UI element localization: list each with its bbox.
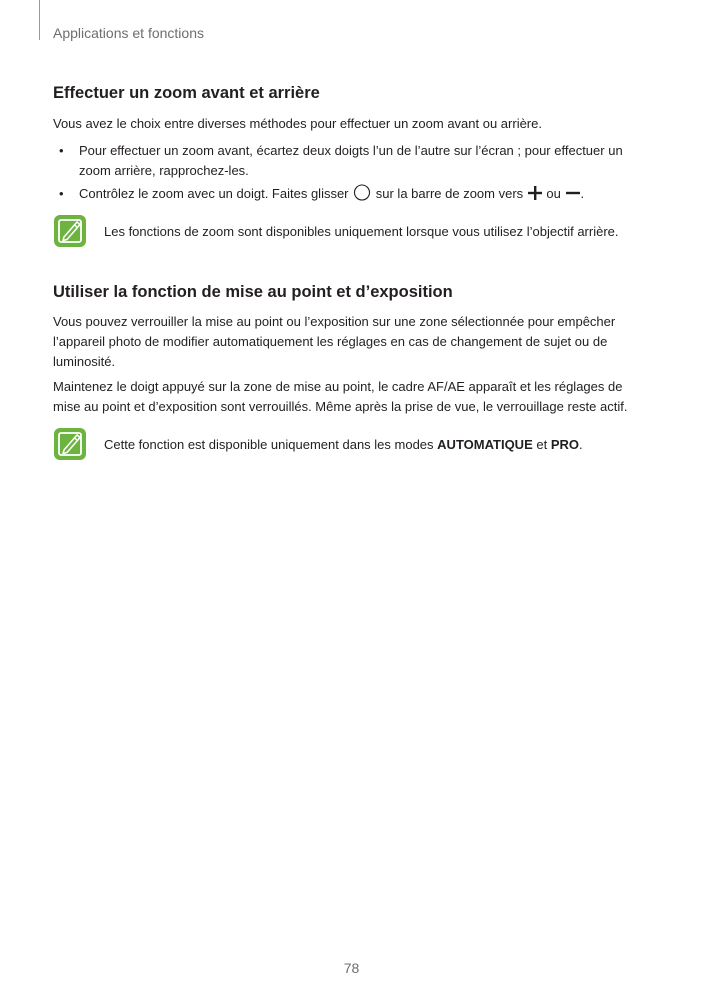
zoom-bullet-2-part-c: ou xyxy=(546,186,561,201)
zoom-bullet-1-text: Pour effectuer un zoom avant, écartez deux doigts l’un de l’autre sur l’écran ; pour effectuer un zoom arrière, rapprochez-les. xyxy=(79,143,623,178)
bullet-dot: • xyxy=(59,186,64,201)
zoom-note-text: Les fonctions de zoom sont disponibles uniquement lorsque vous utilisez l’objectif arrière. xyxy=(104,224,619,239)
focus-note-part-a: Cette fonction est disponible uniquement dans les modes xyxy=(104,437,434,452)
zoom-note xyxy=(53,214,653,250)
zoom-intro: Vous avez le choix entre diverses méthodes pour effectuer un zoom avant ou arrière. xyxy=(53,116,542,131)
focus-para-2: Maintenez le doigt appuyé sur la zone de mise au point, le cadre AF/AE apparaît et les réglages de mise au point et d’exposition sont verrouillés. Même après la prise de vue, le verrouillage reste actif. xyxy=(53,379,628,414)
focus-note-part-c: . xyxy=(579,437,583,452)
header-rule xyxy=(39,0,40,40)
zoom-bullet-2-text xyxy=(79,184,653,207)
note-icon xyxy=(53,427,87,461)
zoom-bullet-2-part-b: sur la barre de zoom vers xyxy=(375,186,524,201)
plus-icon xyxy=(527,185,543,207)
zoom-bullet-2-part-d: . xyxy=(580,186,585,201)
note-icon xyxy=(53,214,87,248)
bullet-dot: • xyxy=(59,143,64,158)
zoom-bullet-2-part-a: Contrôlez le zoom avec un doigt. Faites glisser xyxy=(79,186,349,201)
mode-pro: PRO xyxy=(550,437,580,452)
focus-section-title: Utiliser la fonction de mise au point et d’exposition xyxy=(53,283,453,301)
page-number: 78 xyxy=(343,960,360,976)
zoom-bullet-2 xyxy=(53,184,653,207)
header-title: Applications et fonctions xyxy=(53,25,204,41)
focus-note-part-b: et xyxy=(536,437,548,452)
minus-icon xyxy=(565,185,581,207)
zoom-section-title: Effectuer un zoom avant et arrière xyxy=(53,84,320,102)
zoom-bullet-1 xyxy=(53,141,653,181)
mode-automatique: AUTOMATIQUE xyxy=(437,437,533,452)
zoom-slider-handle-icon xyxy=(352,184,372,207)
focus-note xyxy=(53,427,653,463)
focus-para-1: Vous pouvez verrouiller la mise au point ou l’exposition sur une zone sélectionnée pour empêcher l’appareil photo de modifier automatiquement les réglages en cas de changement de sujet ou de luminosité. xyxy=(53,314,616,369)
focus-note-text xyxy=(104,436,583,454)
